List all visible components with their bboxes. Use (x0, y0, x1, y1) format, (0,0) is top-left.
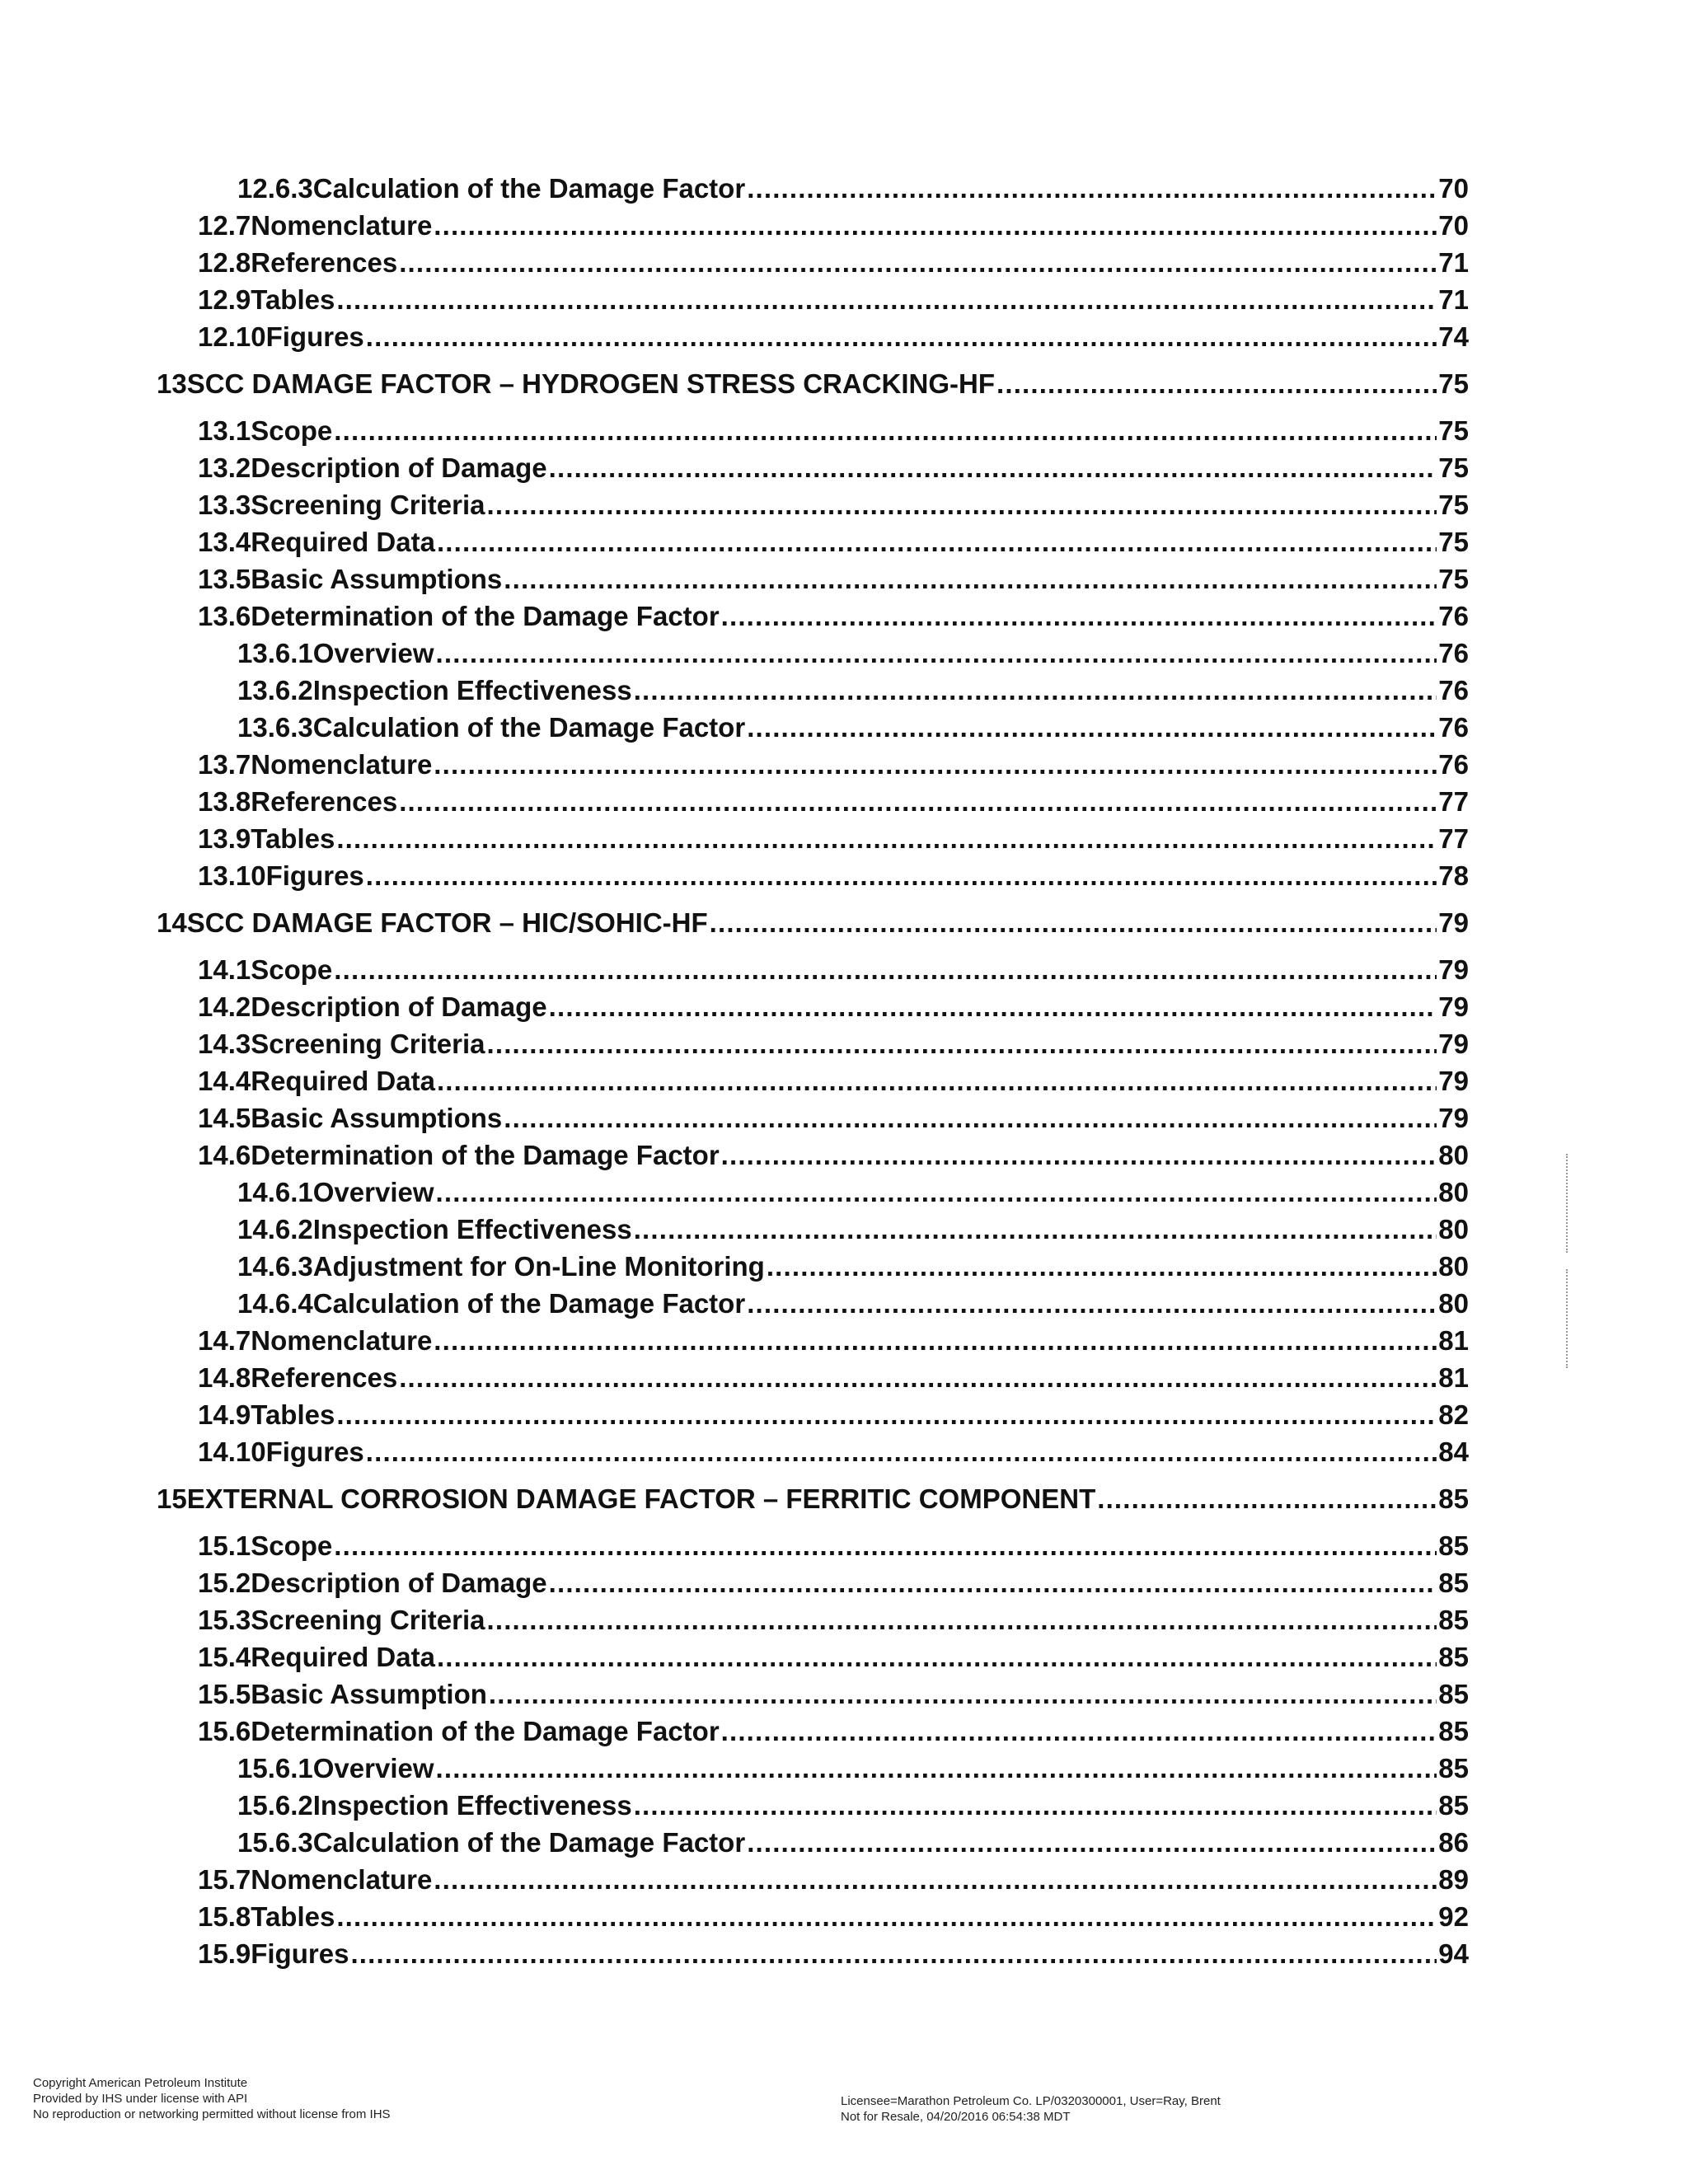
toc-section-number: 14.6.2 (237, 1214, 313, 1244)
licensee-footer (841, 2093, 1221, 2125)
toc-page-number: 82 (1438, 1399, 1469, 1430)
toc-page-number: 79 (1438, 1103, 1469, 1133)
toc-section-number: 12.10 (198, 321, 266, 352)
toc-dot-leader (504, 1103, 1437, 1134)
toc-dot-leader (721, 601, 1437, 632)
toc-section-title: Description of Damage (251, 991, 547, 1022)
toc-dot-leader (634, 1790, 1437, 1821)
toc-section-number: 14.1 (198, 954, 251, 985)
toc-section-title: References (251, 786, 398, 817)
toc-section-title: References (251, 247, 398, 278)
toc-page-number: 76 (1438, 712, 1469, 743)
toc-section-title: Figures (265, 860, 364, 891)
toc-entry[interactable] (198, 954, 1469, 992)
toc-section-number: 15.9 (198, 1938, 251, 1969)
toc-page-number: 77 (1438, 786, 1469, 817)
toc-entry[interactable] (198, 1399, 1469, 1437)
toc-page-number: 79 (1438, 1029, 1469, 1059)
toc-section-number: 13 (157, 368, 187, 399)
toc-entry[interactable] (198, 601, 1469, 639)
toc-section-title: Overview (312, 1177, 434, 1207)
toc-dot-leader (747, 1827, 1437, 1858)
toc-section-number: 14.7 (198, 1325, 251, 1356)
toc-dot-leader (436, 1177, 1437, 1208)
toc-entry[interactable] (198, 415, 1469, 453)
toc-section-number: 15 (157, 1483, 187, 1514)
toc-page-number: 85 (1438, 1790, 1469, 1821)
toc-section-title: References (251, 1362, 398, 1393)
toc-entry[interactable] (198, 1325, 1469, 1363)
toc-dot-leader (487, 490, 1437, 521)
toc-dot-leader (334, 954, 1437, 986)
toc-dot-leader (366, 1436, 1437, 1468)
toc-page-number: 84 (1438, 1436, 1469, 1467)
toc-dot-leader (366, 321, 1437, 353)
toc-section-title: Tables (251, 823, 335, 854)
toc-entry[interactable] (237, 173, 1469, 211)
toc-section-title: Nomenclature (251, 1325, 433, 1356)
toc-page-number: 78 (1438, 860, 1469, 891)
toc-section-number: 14.8 (198, 1362, 251, 1393)
toc-dot-leader (747, 173, 1437, 204)
toc-section-number: 15.4 (198, 1642, 251, 1672)
toc-section-title: Tables (251, 1399, 335, 1430)
toc-entry[interactable] (198, 1066, 1469, 1104)
toc-section-number: 13.6.2 (237, 675, 313, 705)
toc-dot-leader (634, 1214, 1437, 1245)
toc-dot-leader (1097, 1483, 1437, 1515)
toc-page-number: 76 (1438, 749, 1469, 780)
reproduction-notice: No reproduction or networking permitted without license from IHS (33, 2107, 391, 2121)
toc-page-number: 76 (1438, 601, 1469, 631)
toc-entry[interactable] (157, 368, 1469, 406)
toc-section-title: Basic Assumptions (251, 564, 503, 594)
toc-dot-leader (767, 1251, 1437, 1282)
toc-section-title: Nomenclature (251, 749, 433, 780)
toc-section-title: Tables (251, 284, 335, 315)
toc-entry[interactable] (198, 1029, 1469, 1066)
toc-dot-leader (334, 415, 1437, 447)
toc-section-title: Basic Assumption (251, 1679, 487, 1709)
toc-dot-leader (437, 527, 1437, 558)
toc-section-number: 15.3 (198, 1605, 251, 1635)
toc-dot-leader (996, 368, 1437, 400)
toc-page-number: 76 (1438, 638, 1469, 668)
toc-section-number: 15.7 (198, 1864, 251, 1895)
toc-page-number: 80 (1438, 1214, 1469, 1244)
toc-section-number: 12.8 (198, 247, 251, 278)
toc-entry[interactable] (198, 564, 1469, 602)
toc-section-title: Figures (251, 1938, 349, 1969)
toc-dot-leader (504, 564, 1437, 595)
license-line: Provided by IHS under license with API (33, 2092, 248, 2106)
toc-section-title: Required Data (251, 1642, 435, 1672)
toc-section-number: 12.7 (198, 210, 251, 241)
toc-entry[interactable] (198, 284, 1469, 322)
toc-entry[interactable] (237, 638, 1469, 676)
toc-section-number: 15.2 (198, 1568, 251, 1598)
toc-section-title: Inspection Effectiveness (312, 1214, 632, 1244)
toc-entry[interactable] (237, 1753, 1469, 1791)
toc-section-title: Figures (265, 321, 364, 352)
toc-section-number: 14.3 (198, 1029, 251, 1059)
toc-section-title: Calculation of the Damage Factor (312, 1827, 746, 1858)
toc-section-number: 15.5 (198, 1679, 251, 1709)
toc-section-title: Scope (251, 415, 333, 446)
toc-page-number: 85 (1438, 1605, 1469, 1635)
toc-entry[interactable] (198, 860, 1469, 898)
toc-entry[interactable] (198, 1436, 1469, 1474)
toc-section-title: Scope (251, 1530, 333, 1561)
toc-dot-leader (434, 749, 1437, 780)
toc-entry[interactable] (198, 452, 1469, 490)
toc-section-title: Basic Assumptions (251, 1103, 503, 1133)
toc-section-title: SCC DAMAGE FACTOR – HIC/SOHIC-HF (186, 907, 708, 938)
toc-dot-leader (487, 1029, 1437, 1060)
toc-entry[interactable] (198, 1362, 1469, 1400)
toc-page-number: 81 (1438, 1325, 1469, 1356)
toc-entry[interactable] (198, 749, 1469, 787)
toc-entry[interactable] (198, 1938, 1469, 1976)
toc-dot-leader (399, 786, 1437, 818)
toc-section-number: 12.9 (198, 284, 251, 315)
toc-dot-leader (366, 860, 1437, 892)
toc-section-title: Calculation of the Damage Factor (312, 1288, 746, 1319)
toc-section-number: 14.4 (198, 1066, 251, 1096)
toc-section-number: 13.2 (198, 452, 251, 483)
toc-section-title: Description of Damage (251, 1568, 547, 1598)
copyright-line: Copyright American Petroleum Institute (33, 2076, 248, 2090)
toc-page-number: 80 (1438, 1140, 1469, 1170)
toc-section-title: EXTERNAL CORROSION DAMAGE FACTOR – FERRITIC COMPONENT (186, 1483, 1096, 1514)
toc-section-number: 14.10 (198, 1436, 266, 1467)
toc-page-number: 85 (1438, 1568, 1469, 1598)
toc-entry[interactable] (198, 1642, 1469, 1680)
toc-dot-leader (437, 1642, 1437, 1673)
toc-entry[interactable] (198, 210, 1469, 248)
toc-dot-leader (549, 1568, 1437, 1599)
toc-page-number: 79 (1438, 907, 1469, 938)
toc-entry[interactable] (237, 1214, 1469, 1252)
toc-section-number: 13.6.1 (237, 638, 313, 668)
copyright-footer (33, 2075, 391, 2122)
toc-entry[interactable] (237, 1177, 1469, 1215)
toc-dot-leader (436, 1753, 1437, 1784)
toc-page-number: 71 (1438, 284, 1469, 315)
toc-section-number: 14.9 (198, 1399, 251, 1430)
toc-dot-leader (747, 1288, 1437, 1319)
toc-entry[interactable] (198, 527, 1469, 565)
toc-section-title: Determination of the Damage Factor (251, 601, 720, 631)
toc-entry[interactable] (198, 1901, 1469, 1939)
toc-entry[interactable] (198, 1716, 1469, 1754)
toc-entry[interactable] (198, 247, 1469, 285)
toc-section-title: Tables (251, 1901, 335, 1932)
toc-section-number: 14.6.3 (237, 1251, 313, 1282)
toc-page-number: 80 (1438, 1251, 1469, 1282)
toc-page-number: 79 (1438, 954, 1469, 985)
toc-dot-leader (334, 1530, 1437, 1562)
toc-entry[interactable] (157, 907, 1469, 945)
toc-page-number: 75 (1438, 527, 1469, 557)
toc-section-number: 15.6.1 (237, 1753, 313, 1783)
margin-marks (1564, 1154, 1571, 1393)
toc-page-number: 75 (1438, 564, 1469, 594)
toc-dot-leader (350, 1938, 1437, 1970)
toc-section-title: Description of Damage (251, 452, 547, 483)
toc-section-title: Screening Criteria (251, 1605, 485, 1635)
toc-section-number: 13.6.3 (237, 712, 313, 743)
toc-page-number: 85 (1438, 1483, 1469, 1514)
toc-section-number: 15.6 (198, 1716, 251, 1746)
toc-dot-leader (399, 1362, 1437, 1394)
toc-section-number: 14.6.1 (237, 1177, 313, 1207)
toc-page-number: 80 (1438, 1288, 1469, 1319)
toc-page-number: 85 (1438, 1753, 1469, 1783)
toc-section-number: 13.7 (198, 749, 251, 780)
toc-dot-leader (336, 1399, 1437, 1431)
toc-page-number: 85 (1438, 1530, 1469, 1561)
toc-page-number: 80 (1438, 1177, 1469, 1207)
toc-page-number: 77 (1438, 823, 1469, 854)
toc-dot-leader (434, 210, 1437, 241)
toc-page-number: 76 (1438, 675, 1469, 705)
toc-section-title: Calculation of the Damage Factor (312, 173, 746, 204)
toc-section-title: Required Data (251, 527, 435, 557)
toc-entry[interactable] (237, 675, 1469, 713)
toc-section-number: 14.2 (198, 991, 251, 1022)
toc-section-number: 14 (157, 907, 187, 938)
toc-dot-leader (747, 712, 1437, 743)
toc-dot-leader (721, 1140, 1437, 1171)
toc-entry[interactable] (198, 1864, 1469, 1902)
toc-entry[interactable] (198, 823, 1469, 861)
toc-section-number: 13.9 (198, 823, 251, 854)
toc-section-title: Required Data (251, 1066, 435, 1096)
resale-notice: Not for Resale, 04/20/2016 06:54:38 MDT (841, 2110, 1071, 2124)
toc-dot-leader (489, 1679, 1437, 1710)
toc-section-title: Inspection Effectiveness (312, 1790, 632, 1821)
toc-entry[interactable] (198, 1530, 1469, 1568)
toc-entry[interactable] (198, 490, 1469, 527)
toc-entry[interactable] (157, 1483, 1469, 1521)
toc-section-title: Nomenclature (251, 1864, 433, 1895)
toc-page-number: 70 (1438, 173, 1469, 204)
toc-entry[interactable] (198, 1103, 1469, 1141)
toc-page-number: 71 (1438, 247, 1469, 278)
toc-section-number: 13.1 (198, 415, 251, 446)
toc-section-number: 13.8 (198, 786, 251, 817)
toc-section-title: Screening Criteria (251, 1029, 485, 1059)
toc-section-number: 13.6 (198, 601, 251, 631)
toc-page-number: 85 (1438, 1716, 1469, 1746)
toc-entry[interactable] (237, 1827, 1469, 1865)
toc-page-number: 89 (1438, 1864, 1469, 1895)
toc-dot-leader (710, 907, 1437, 939)
toc-entry[interactable] (198, 1568, 1469, 1605)
toc-page-number: 79 (1438, 1066, 1469, 1096)
toc-entry[interactable] (198, 991, 1469, 1029)
toc-dot-leader (721, 1716, 1437, 1747)
toc-page-number: 74 (1438, 321, 1469, 352)
toc-section-title: Determination of the Damage Factor (251, 1140, 720, 1170)
toc-dot-leader (336, 284, 1437, 316)
licensee-line: Licensee=Marathon Petroleum Co. LP/0320300001, User=Ray, Brent (841, 2094, 1221, 2108)
toc-entry[interactable] (237, 1790, 1469, 1828)
toc-entry[interactable] (237, 1288, 1469, 1326)
toc-dot-leader (434, 1864, 1437, 1896)
toc-page-number: 92 (1438, 1901, 1469, 1932)
toc-section-title: Figures (265, 1436, 364, 1467)
toc-section-title: Screening Criteria (251, 490, 485, 520)
toc-page-number: 75 (1438, 415, 1469, 446)
toc-section-number: 13.5 (198, 564, 251, 594)
toc-section-number: 13.10 (198, 860, 266, 891)
toc-entry[interactable] (198, 321, 1469, 359)
toc-page-number: 70 (1438, 210, 1469, 241)
toc-section-number: 14.6.4 (237, 1288, 313, 1319)
toc-section-title: SCC DAMAGE FACTOR – HYDROGEN STRESS CRACKING-HF (186, 368, 996, 399)
toc-section-title: Adjustment for On-Line Monitoring (312, 1251, 765, 1282)
toc-dot-leader (549, 991, 1437, 1023)
toc-page-number: 94 (1438, 1938, 1469, 1969)
toc-section-number: 14.6 (198, 1140, 251, 1170)
toc-dot-leader (436, 638, 1437, 669)
toc-section-title: Calculation of the Damage Factor (312, 712, 746, 743)
toc-section-number: 13.4 (198, 527, 251, 557)
toc-dot-leader (437, 1066, 1437, 1097)
toc-section-number: 15.6.2 (237, 1790, 313, 1821)
toc-dot-leader (336, 1901, 1437, 1933)
toc-dot-leader (434, 1325, 1437, 1357)
toc-entry[interactable] (198, 1140, 1469, 1178)
toc-section-title: Determination of the Damage Factor (251, 1716, 720, 1746)
toc-dot-leader (549, 452, 1437, 484)
toc-entry[interactable] (237, 712, 1469, 750)
toc-page-number: 81 (1438, 1362, 1469, 1393)
toc-entry[interactable] (198, 786, 1469, 824)
toc-dot-leader (399, 247, 1437, 279)
toc-section-number: 15.1 (198, 1530, 251, 1561)
toc-section-number: 12.6.3 (237, 173, 313, 204)
toc-section-number: 14.5 (198, 1103, 251, 1133)
toc-page-number: 85 (1438, 1679, 1469, 1709)
toc-section-number: 13.3 (198, 490, 251, 520)
toc-section-title: Inspection Effectiveness (312, 675, 632, 705)
toc-dot-leader (487, 1605, 1437, 1636)
toc-page-number: 79 (1438, 991, 1469, 1022)
toc-section-title: Scope (251, 954, 333, 985)
toc-page-number: 86 (1438, 1827, 1469, 1858)
toc-page-number: 85 (1438, 1642, 1469, 1672)
toc-section-number: 15.8 (198, 1901, 251, 1932)
toc-page-number: 75 (1438, 490, 1469, 520)
toc-page-number: 75 (1438, 368, 1469, 399)
toc-entry[interactable] (237, 1251, 1469, 1289)
toc-entry[interactable] (198, 1605, 1469, 1643)
toc-section-title: Nomenclature (251, 210, 433, 241)
toc-section-title: Overview (312, 1753, 434, 1783)
toc-entry[interactable] (198, 1679, 1469, 1717)
toc-dot-leader (634, 675, 1437, 706)
toc-section-number: 15.6.3 (237, 1827, 313, 1858)
toc-section-title: Overview (312, 638, 434, 668)
toc-dot-leader (336, 823, 1437, 855)
toc-page-number: 75 (1438, 452, 1469, 483)
